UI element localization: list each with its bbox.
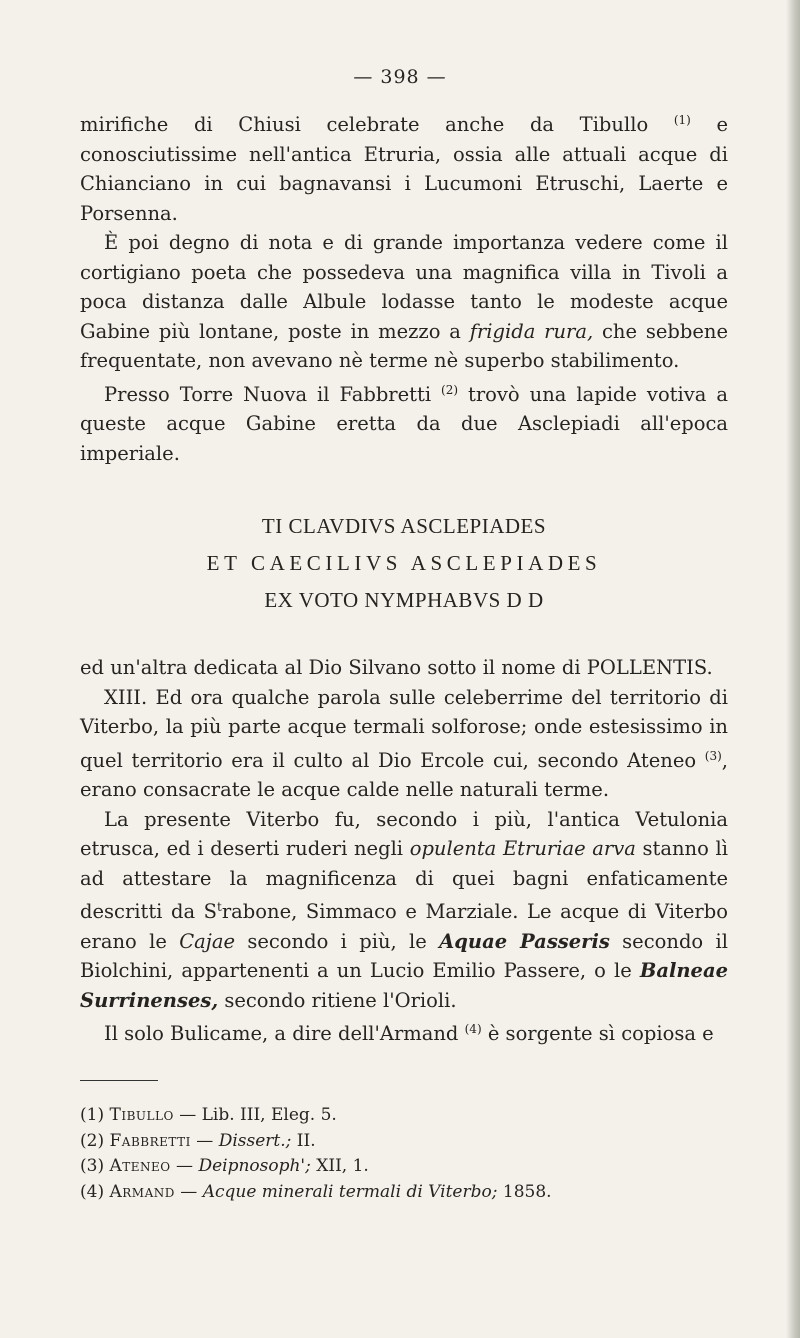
- paragraph-7: [80, 1015, 728, 1049]
- footnote-separator: —: [173, 1105, 202, 1125]
- footnote-3: [80, 1154, 728, 1180]
- text-run: Presso Torre Nuova il Fabbretti: [104, 382, 442, 406]
- paragraph-3: [80, 376, 728, 469]
- text-run: che sebbene frequentate, non avevano nè terme nè superbo stabilimento.: [80, 319, 728, 372]
- footnote-title: Deipnosoph';: [198, 1156, 311, 1176]
- main-text: [80, 106, 728, 1049]
- text-run: secondo i più, le: [235, 929, 440, 953]
- footnote-ref-2: (2): [441, 382, 459, 397]
- inscription-line-2: ET CAECILIVS ASCLEPIADES: [206, 551, 602, 575]
- italic-phrase: Aquae Passeris: [439, 929, 610, 953]
- paragraph-1: [80, 106, 728, 228]
- text-run: è sorgente sì copiosa e: [481, 1022, 714, 1045]
- footnote-author: Armand: [109, 1181, 175, 1202]
- footnote-ref-4: (4): [464, 1022, 482, 1036]
- text-run: rabone, Simmaco e Marziale. Le acque di Viterbo erano le: [80, 900, 728, 953]
- footnote-author: Tibullo: [109, 1105, 174, 1125]
- footnote-number: (2): [80, 1130, 105, 1151]
- text-run: La presente Viterbo fu, secondo i più, l'antica Vetulonia etrusca, ed i deserti ruderi negli: [80, 807, 728, 860]
- text-run: , erano consacrate le acque calde nelle naturali terme.: [80, 748, 728, 801]
- italic-phrase: Balneae Surrinenses,: [80, 959, 728, 1012]
- footnote-ref-1: (1): [673, 113, 691, 127]
- italic-phrase: frigida rura,: [469, 319, 594, 343]
- footnote-number: (1): [80, 1105, 105, 1125]
- inscription-line-1: TI CLAVDIVS ASCLEPIADES: [261, 514, 547, 538]
- text-run: Il solo Bulicame, a dire dell'Armand: [104, 1022, 465, 1045]
- footnote-number: (4): [80, 1181, 105, 1202]
- footnote-separator: —: [174, 1181, 203, 1202]
- footnote-author: Ateneo: [109, 1156, 171, 1176]
- paragraph-4: ed un'altra dedicata al Dio Silvano sotto il nome di POLLENTIS.: [80, 656, 713, 679]
- footnote-separator: —: [190, 1130, 219, 1151]
- text-run: e conosciutissime nell'antica Etruria, ossia alle attuali acque di Chianciano in cui bagnavansi i Lucumoni Etruschi, Laerte e Porsenna.: [80, 113, 728, 225]
- text-run: È poi degno di nota e di grande importanza vedere come il cortigiano poeta che possedeva una magnifica villa in Tivoli a poca distanza dalle Albule lodasse tanto le modeste acque Gabine più lontane, poste in mezzo a: [80, 231, 728, 343]
- paragraph-2: [80, 228, 728, 376]
- text-run: secondo il Biolchini, appartenenti a un Lucio Emilio Passere, o le: [80, 929, 728, 982]
- text-run: mirifiche di Chiusi celebrate anche da Tibullo: [80, 113, 674, 136]
- footnote-title: Acque minerali termali di Viterbo;: [202, 1181, 498, 1202]
- footnote-1: [80, 1103, 728, 1129]
- paragraph-5-section-xiii: [80, 683, 728, 805]
- paragraph-6: [80, 805, 728, 1016]
- footnote-4: [80, 1180, 728, 1206]
- footnote-author: Fabbretti: [109, 1130, 191, 1151]
- italic-phrase: opulenta Etruriae arva: [409, 837, 636, 860]
- italic-phrase: Cajae: [179, 929, 235, 953]
- text-run: trovò una lapide votiva a queste acque Gabine eretta da due Asclepiadi all'epoca imperiale.: [80, 382, 728, 465]
- text-run: secondo ritiene l'Orioli.: [218, 988, 457, 1012]
- text-run: XIII. Ed ora qualche parola sulle celeberrime del territorio di Viterbo, la più parte acque termali solforose; onde estesissimo in quel territorio era il culto al Dio Ercole cui, secondo Ateneo: [80, 685, 728, 772]
- footnote-reference: Lib. III, Eleg. 5.: [201, 1105, 337, 1125]
- footnote-reference: 1858.: [497, 1181, 552, 1202]
- footnote-reference: II.: [291, 1130, 316, 1151]
- latin-inscription: [80, 508, 728, 619]
- footnote-divider: [80, 1080, 158, 1081]
- page-edge-shadow: [786, 0, 800, 1338]
- footnote-number: (3): [80, 1156, 105, 1176]
- footnote-ref-3: (3): [704, 748, 722, 763]
- footnotes: [80, 1080, 728, 1205]
- footnote-separator: —: [170, 1156, 199, 1176]
- text-run: stanno lì ad attestare la magnificenza di quei bagni enfaticamente descritti da S: [80, 837, 728, 923]
- inscription-line-3: EX VOTO NYMPHABVS D D: [264, 588, 544, 612]
- footnote-title: Dissert.;: [218, 1130, 292, 1151]
- footnote-2: [80, 1129, 728, 1155]
- page-number: — 398 —: [353, 66, 447, 88]
- footnote-reference: XII, 1.: [310, 1156, 369, 1176]
- superscript-letter: t: [217, 900, 222, 914]
